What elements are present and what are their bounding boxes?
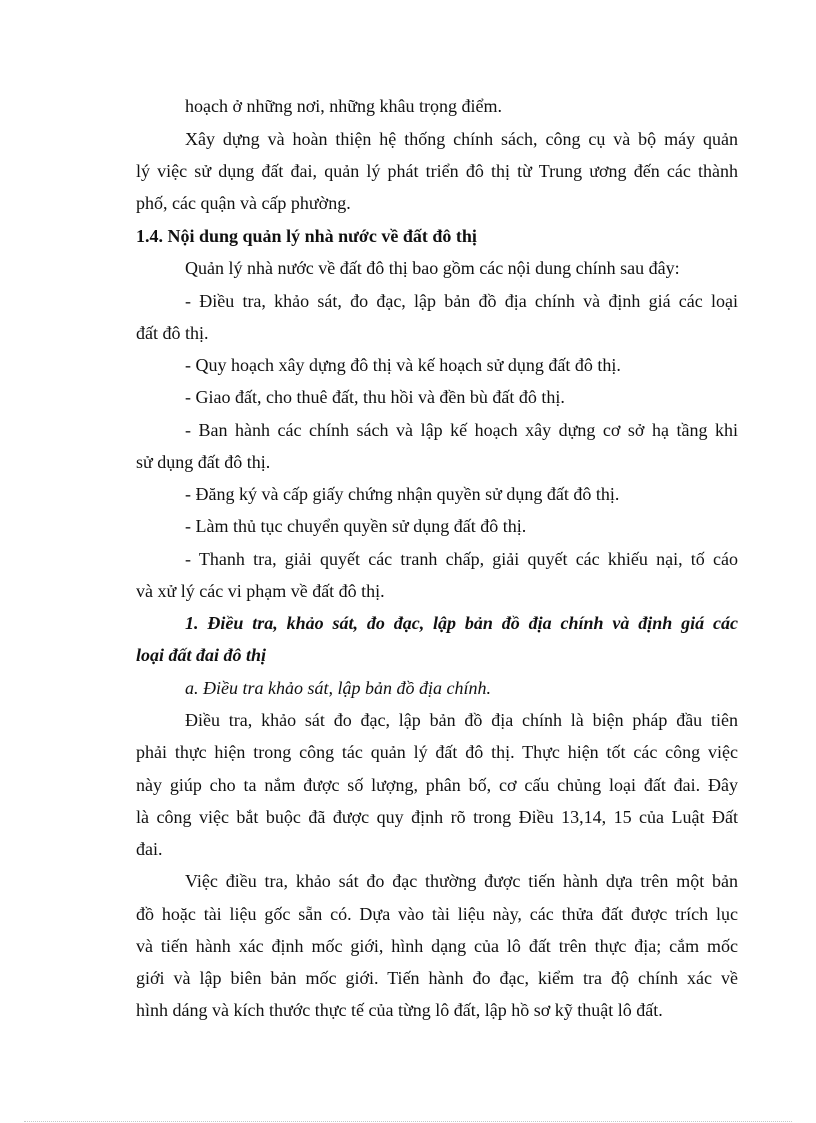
text-line: hình dáng và kích thước thực tế của từng lô đất, lập hồ sơ kỹ thuật lô đất. xyxy=(136,1000,663,1020)
list-item: - Ban hành các chính sách và lập kế hoạch xây dựng cơ sở hạ tầng khi xyxy=(185,420,738,440)
text-line: Việc điều tra, khảo sát đo đạc thường được tiến hành dựa trên một bản xyxy=(185,871,738,891)
list-item: - Giao đất, cho thuê đất, thu hồi và đền bù đất đô thị. xyxy=(185,387,565,407)
section-heading: 1.4. Nội dung quản lý nhà nước về đất đô thị xyxy=(136,226,477,246)
text-line: phải thực hiện trong công tác quản lý đất đô thị. Thực hiện tốt các công việc xyxy=(136,742,738,762)
page-bottom-divider xyxy=(24,1121,792,1122)
text-line: sử dụng đất đô thị. xyxy=(136,452,271,472)
text-line: hoạch ở những nơi, những khâu trọng điểm. xyxy=(185,96,503,116)
text-line: này giúp cho ta nắm được số lượng, phân bố, cơ cấu chủng loại đất đai. Đây xyxy=(136,775,738,795)
subsection-heading: loại đất đai đô thị xyxy=(136,645,267,665)
text-line: là công việc bắt buộc đã được quy định rõ trong Điều 13,14, 15 của Luật Đất xyxy=(136,807,738,827)
text-line: phố, các quận và cấp phường. xyxy=(136,193,351,213)
text-line: và xử lý các vi phạm về đất đô thị. xyxy=(136,581,385,601)
subsection-heading: 1. Điều tra, khảo sát, đo đạc, lập bản đồ địa chính và định giá các xyxy=(185,613,738,633)
text-line: đất đô thị. xyxy=(136,323,209,343)
list-item: - Đăng ký và cấp giấy chứng nhận quyền sử dụng đất đô thị. xyxy=(185,484,620,504)
list-item: - Điều tra, khảo sát, đo đạc, lập bản đồ địa chính và định giá các loại xyxy=(185,291,738,311)
text-line: giới và lập biên bản mốc giới. Tiến hành đo đạc, kiểm tra độ chính xác về xyxy=(136,968,738,988)
list-item: - Thanh tra, giải quyết các tranh chấp, giải quyết các khiếu nại, tố cáo xyxy=(185,549,738,569)
text-line: Quản lý nhà nước về đất đô thị bao gồm các nội dung chính sau đây: xyxy=(185,258,680,278)
text-line: và tiến hành xác định mốc giới, hình dạng của lô đất trên thực địa; cắm mốc xyxy=(136,936,738,956)
text-line: Xây dựng và hoàn thiện hệ thống chính sách, công cụ và bộ máy quản xyxy=(185,129,738,149)
list-item: - Quy hoạch xây dựng đô thị và kế hoạch sử dụng đất đô thị. xyxy=(185,355,621,375)
text-line: đai. xyxy=(136,839,163,859)
list-item: - Làm thủ tục chuyển quyền sử dụng đất đô thị. xyxy=(185,516,527,536)
text-line: Điều tra, khảo sát đo đạc, lập bản đồ địa chính là biện pháp đầu tiên xyxy=(185,710,738,730)
text-line: lý việc sử dụng đất đai, quản lý phát triển đô thị từ Trung ương đến các thành xyxy=(136,161,738,181)
text-line: đồ hoặc tài liệu gốc sẵn có. Dựa vào tài liệu này, các thửa đất được trích lục xyxy=(136,904,738,924)
subheading: a. Điều tra khảo sát, lập bản đồ địa chính. xyxy=(185,678,491,698)
